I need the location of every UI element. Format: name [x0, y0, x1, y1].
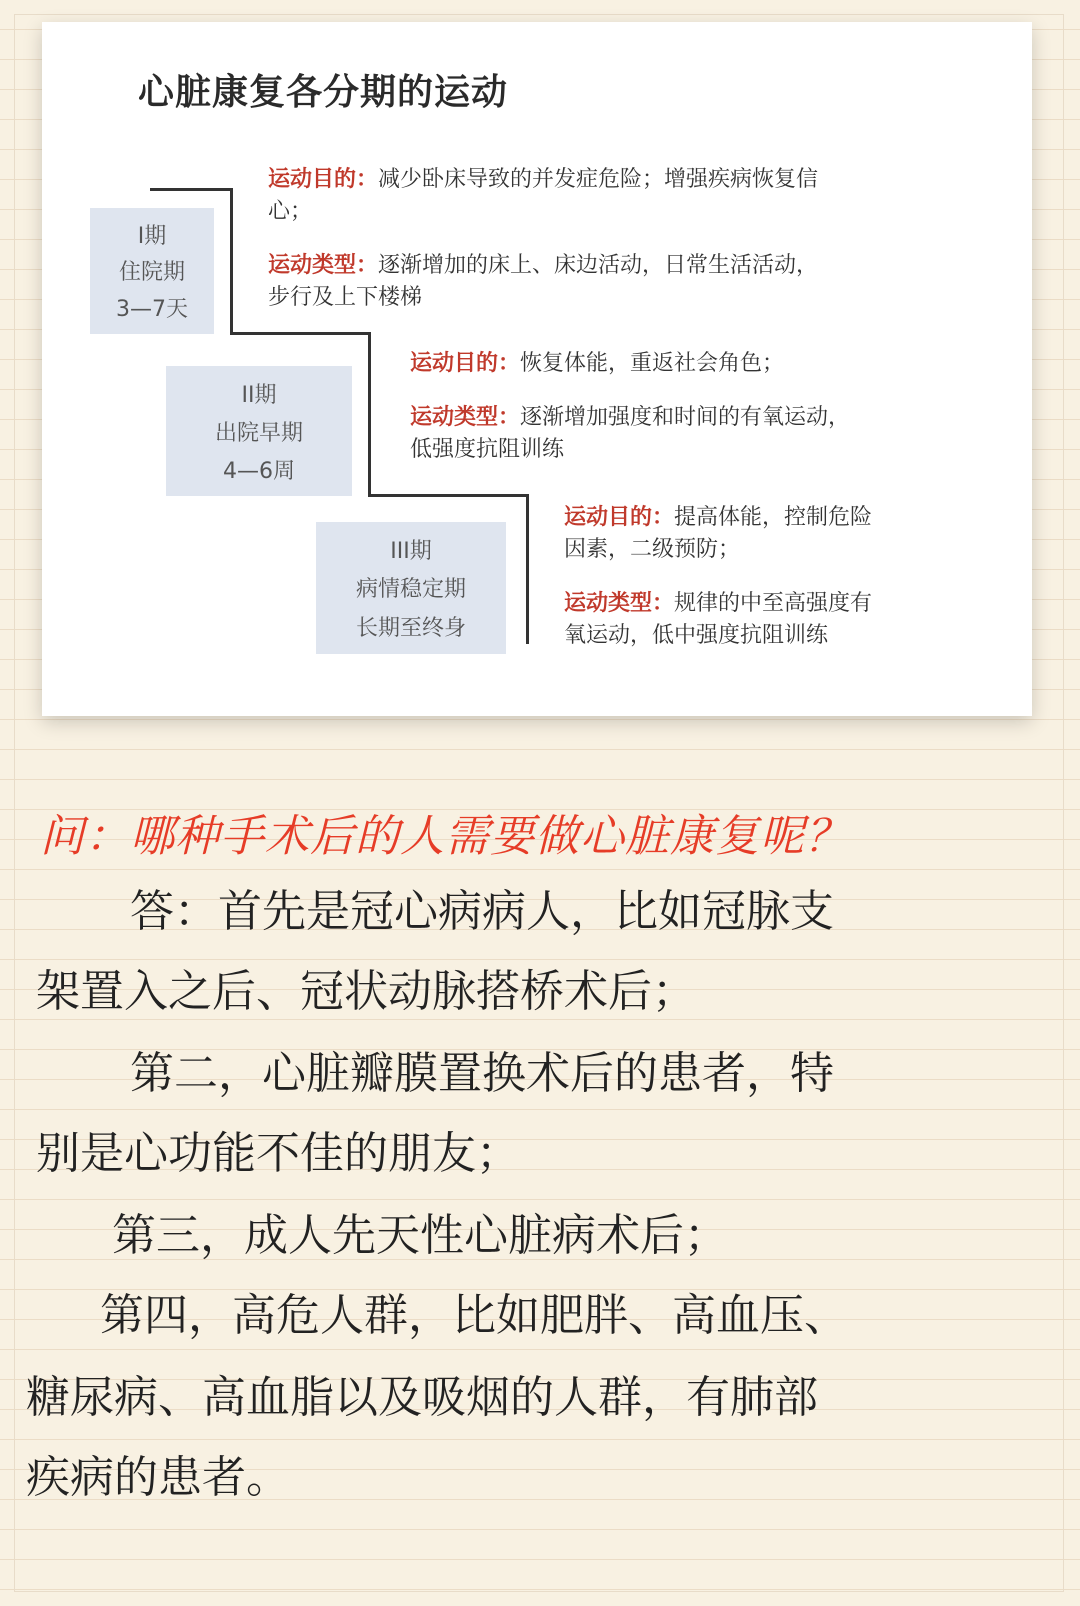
type-text-cont: 步行及上下楼梯	[268, 285, 423, 310]
stage-phase: III期	[390, 538, 432, 564]
goal-label: 运动目的：	[268, 167, 379, 192]
goal-text: 减少卧床导致的并发症危险；增强疾病恢复信	[378, 167, 819, 192]
answer-line: 第三，成人先天性心脏病术后；	[112, 1210, 728, 1261]
goal-text-cont: 心；	[268, 199, 313, 224]
stage-name: 住院期	[118, 260, 185, 286]
slide-photo	[42, 22, 1032, 716]
stage-duration: 长期至终身	[355, 616, 466, 642]
stage-3-box	[316, 522, 506, 654]
stage-name: 出院早期	[214, 420, 303, 446]
stage-phase: I期	[137, 223, 167, 249]
type-text-cont: 低强度抗阻训练	[410, 437, 565, 462]
type-text: 逐渐增加强度和时间的有氧运动，	[520, 405, 851, 430]
stair-line	[230, 332, 370, 335]
answer-line: 别是心功能不佳的朋友；	[36, 1128, 520, 1179]
stage-duration: 4—6周	[223, 458, 295, 484]
type-text: 规律的中至高强度有	[674, 591, 873, 616]
type-text: 逐渐增加的床上、床边活动，日常生活活动，	[378, 253, 819, 278]
goal-text: 恢复体能，重返社会角色；	[520, 351, 785, 376]
slide-title: 心脏康复各分期的运动	[138, 72, 509, 113]
type-label: 运动类型：	[410, 405, 521, 430]
stage-duration: 3—7天	[116, 297, 188, 323]
stage-2-box	[166, 366, 352, 496]
answer-line: 第二，心脏瓣膜置换术后的患者，特	[130, 1048, 834, 1099]
stage-1-notes	[268, 164, 928, 314]
stair-line	[526, 494, 529, 644]
answer-line: 答：首先是冠心病病人，比如冠脉支	[130, 886, 834, 937]
stair-line	[230, 188, 233, 334]
answer-line: 疾病的患者。	[26, 1452, 290, 1503]
stage-phase: II期	[241, 382, 277, 408]
type-label: 运动类型：	[564, 591, 675, 616]
goal-text: 提高体能，控制危险	[674, 505, 873, 530]
answer-line: 架置入之后、冠状动脉搭桥术后；	[36, 966, 696, 1017]
goal-text-cont: 因素，二级预防；	[564, 537, 741, 562]
goal-label: 运动目的：	[410, 351, 521, 376]
goal-label: 运动目的：	[564, 505, 675, 530]
answer-line: 第四，高危人群，比如肥胖、高血压、	[100, 1290, 848, 1341]
stage-1-box	[90, 208, 214, 334]
stair-line	[150, 188, 232, 191]
stage-3-notes	[564, 502, 1004, 652]
answer-line: 糖尿病、高血脂以及吸烟的人群，有肺部	[26, 1372, 818, 1423]
stage-name: 病情稳定期	[355, 577, 466, 603]
question-heading: 问：哪种手术后的人需要做心脏康复呢？	[40, 811, 850, 862]
stair-line	[368, 494, 528, 497]
type-text-cont: 氧运动，低中强度抗阻训练	[564, 623, 829, 648]
stage-2-notes	[410, 348, 970, 466]
type-label: 运动类型：	[268, 253, 379, 278]
stair-line	[368, 332, 371, 496]
